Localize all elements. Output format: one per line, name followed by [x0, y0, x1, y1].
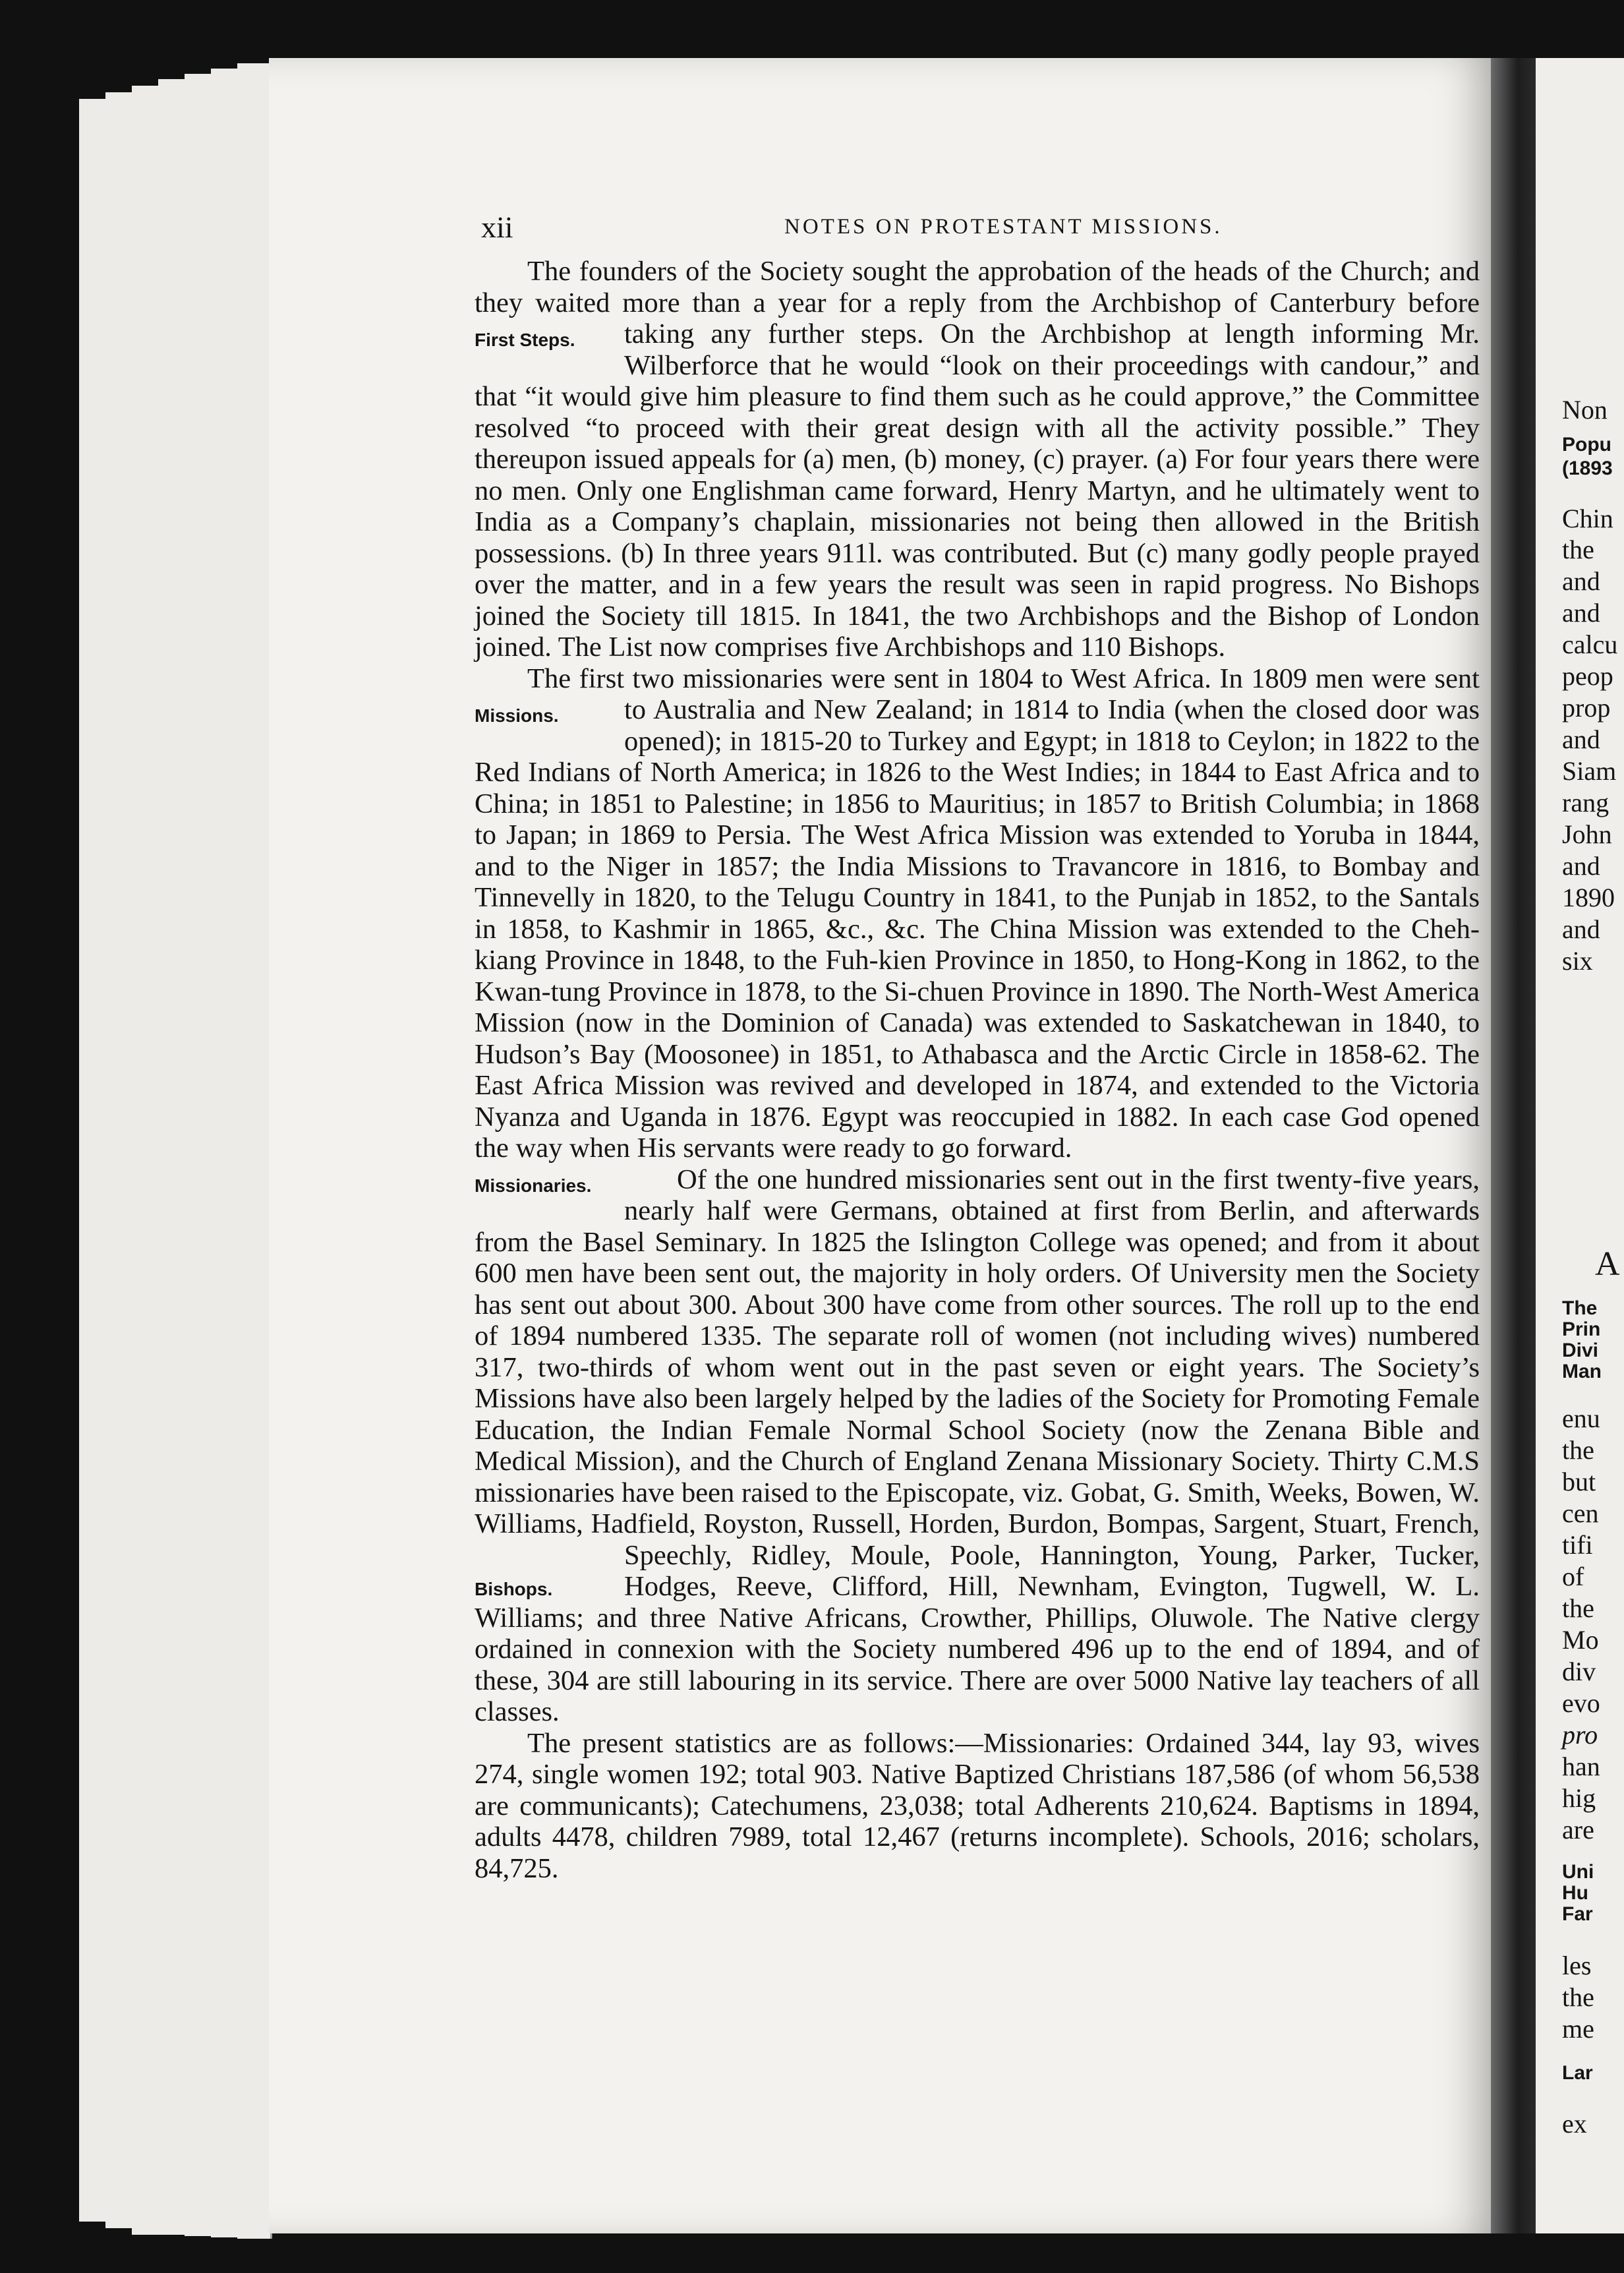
- facing-fragment: the: [1562, 1593, 1594, 1623]
- facing-fragment: 1890: [1562, 883, 1615, 912]
- facing-fragment: the: [1562, 535, 1594, 564]
- facing-fragment: Divi: [1562, 1340, 1599, 1361]
- facing-fragment: A: [1595, 1245, 1620, 1283]
- facing-fragment: John: [1562, 819, 1612, 849]
- page-edge: [185, 74, 213, 2236]
- facing-fragment: peop: [1562, 661, 1613, 691]
- facing-fragment: prop: [1562, 693, 1611, 723]
- facing-fragment: Man: [1562, 1361, 1602, 1382]
- side-note-missions: Missions.: [475, 705, 559, 726]
- facing-fragment: and: [1562, 598, 1600, 628]
- facing-fragment: Hu: [1562, 1882, 1588, 1904]
- facing-fragment: rang: [1562, 788, 1610, 817]
- facing-fragment: evo: [1562, 1688, 1600, 1718]
- facing-fragment: and: [1562, 851, 1600, 881]
- facing-fragment: han: [1562, 1752, 1600, 1781]
- paragraph-statistics: The present statistics are as follows:—Missionaries: Ordained 344, lay 93, wives 274, single women 192; total 903. Native Baptized Christians 187,586 (of whom 56,538 are communicants); Catechumens, 23,038; total Adherents 210,624. Baptisms in 1894, adults 4478, children 7989, total 12,467 (returns incomplete). Schools, 2016; scholars, 84,725.: [475, 1727, 1480, 1884]
- facing-fragment: calcu: [1562, 630, 1618, 659]
- facing-fragment: tifi: [1562, 1530, 1593, 1560]
- facing-fragment: are: [1562, 1815, 1594, 1845]
- page-edge: [79, 99, 107, 2222]
- facing-fragment: and: [1562, 724, 1600, 754]
- facing-fragment: ex: [1562, 2109, 1587, 2139]
- page-edge: [105, 92, 134, 2228]
- paragraph-intro: The founders of the Society sought the approbation of the heads of the Church; and they waited more than a year for a reply from the Archbishop of Canterbury before taking any further steps. On the Archbishop at length First Steps. informing Mr. Wilberforce that he would “look on their proceedings with candour,” and that “it would give him pleasure to find them such as he could approve,” the Committee resolved “to proceed with their great design with all the activity possible.” They thereupon issued appeals for (a) men, (b) money, (c) prayer. (a) For four years there were no men. Only one Englishman came forward, Henry Martyn, and he ultimately went to India as a Company’s chaplain, missionaries not being then allowed in the British possessions. (b) In three years 911l. was contributed. But (c) many godly people prayed over the matter, and in a few years the result was seen in rapid progress. No Bishops joined the Society till 1815. In 1841, the two Archbishops and the Bishop of London joined. The List now comprises five Archbishops and 110 Bishops.: [475, 256, 1480, 663]
- facing-fragment: Siam: [1562, 756, 1617, 786]
- facing-fragment: of: [1562, 1562, 1584, 1591]
- page-edge: [158, 79, 187, 2235]
- page-body: [475, 256, 1480, 1884]
- book-gutter: [1491, 58, 1536, 2233]
- facing-fragment: but: [1562, 1467, 1596, 1496]
- facing-fragment: pro: [1562, 1720, 1598, 1750]
- facing-fragment: me: [1562, 2014, 1594, 2044]
- facing-fragment: Chin: [1562, 504, 1613, 533]
- facing-fragment: Non: [1562, 395, 1608, 425]
- facing-fragment: six: [1562, 946, 1593, 976]
- facing-fragment: Far: [1562, 1903, 1593, 1925]
- facing-fragment: the: [1562, 1435, 1594, 1465]
- side-note-first-steps: First Steps.: [475, 330, 575, 350]
- facing-fragment: (1893: [1562, 458, 1613, 479]
- page-edge: [211, 69, 239, 2237]
- facing-fragment: Mo: [1562, 1625, 1599, 1655]
- facing-fragment: and: [1562, 914, 1600, 944]
- side-note-bishops: Bishops.: [475, 1578, 553, 1599]
- facing-fragment: Uni: [1562, 1861, 1594, 1883]
- running-header: [481, 210, 1476, 243]
- page-edge: [132, 86, 160, 2235]
- page-edge: [237, 63, 272, 2239]
- side-note-missionaries: Missionaries.: [475, 1175, 592, 1196]
- facing-fragment: the: [1562, 1982, 1594, 2012]
- facing-fragment: enu: [1562, 1403, 1600, 1433]
- paragraph-missionaries: Of the one hundred missionaries sent out in the first twenty-five years, Missionaries. nearly half were Germans, obtained at first from Berlin, and afterwards from the Basel Seminary. In 1825 the Islington College was opened; and from it about 600 men have been sent out, the majority in holy orders. Of University men the Society has sent out about 300. About 300 have come from other sources. The roll up to the end of 1894 numbered 1335. The separate roll of women (not including wives) numbered 317, two-thirds of whom went out in the past seven or eight years. The Society’s Missions have also been largely helped by the ladies of the Society for Promoting Female Education, the Indian Female Normal School Society (now the Zenana Bible and Medical Mission), and the Church of England Zenana Missionary Society. Thirty C.M.S missionaries have been raised to the Episcopate, viz. Gobat, G. Smith, Weeks, Bowen, W. Williams, Hadfield, Royston, Russell, Horden, Burdon, Bompas, Sargent, Stuart, French, Speechly, Bishops. Ridley, Moule, Poole, Hannington, Young, Parker, Tucker, Hodges, Reeve, Clifford, Hill, Newnham, Evington, Tugwell, W. L. Williams; and three Native Africans, Crowther, Phillips, Oluwole. The Native clergy ordained in connexion with the Society numbered 496 up to the end of 1894, and of these, 304 are still labouring in its service. There are over 5000 Native lay teachers of all classes.: [475, 1164, 1480, 1727]
- facing-fragment: and: [1562, 566, 1600, 596]
- facing-fragment: The: [1562, 1297, 1598, 1319]
- facing-page: [1536, 58, 1624, 2233]
- facing-fragment: Lar: [1562, 2062, 1593, 2084]
- page-number: xii: [481, 210, 513, 244]
- facing-fragment: cen: [1562, 1498, 1599, 1528]
- facing-fragment: div: [1562, 1657, 1596, 1686]
- facing-fragment: les: [1562, 1951, 1592, 1980]
- running-title: NOTES ON PROTESTANT MISSIONS.: [784, 215, 1223, 239]
- facing-fragment: Prin: [1562, 1318, 1601, 1340]
- facing-fragment: Popu: [1562, 434, 1611, 456]
- paragraph-missions: The first two missionaries were sent in 1804 to West Africa. In 1809 men Missions. were sent to Australia and New Zealand; in 1814 to India (when the closed door was opened); in 1815-20 to Turkey and Egypt; in 1818 to Ceylon; in 1822 to the Red Indians of North America; in 1826 to the West Indies; in 1844 to East Africa and to China; in 1851 to Palestine; in 1856 to Mauritius; in 1857 to British Columbia; in 1868 to Japan; in 1869 to Persia. The West Africa Mission was extended to Yoruba in 1844, and to the Niger in 1857; the India Missions to Travancore in 1816, to Bombay and Tinnevelly in 1820, to the Telugu Country in 1841, to the Punjab in 1852, to the Santals in 1858, to Kashmir in 1865, &c., &c. The China Mission was extended to the Cheh-kiang Province in 1848, to the Fuh-kien Province in 1850, to Hong-Kong in 1862, to the Kwan-tung Province in 1878, to the Si-chuen Province in 1890. The North-West America Mission (now in the Dominion of Canada) was extended to Saskatchewan in 1840, to Hudson’s Bay (Moosonee) in 1851, to Athabasca and the Arctic Circle in 1858-62. The East Africa Mission was revived and developed in 1874, and extended to the Victoria Nyanza and Uganda in 1876. Egypt was reoccupied in 1882. In each case God opened the way when His servants were ready to go forward.: [475, 663, 1480, 1164]
- facing-fragment: hig: [1562, 1783, 1596, 1813]
